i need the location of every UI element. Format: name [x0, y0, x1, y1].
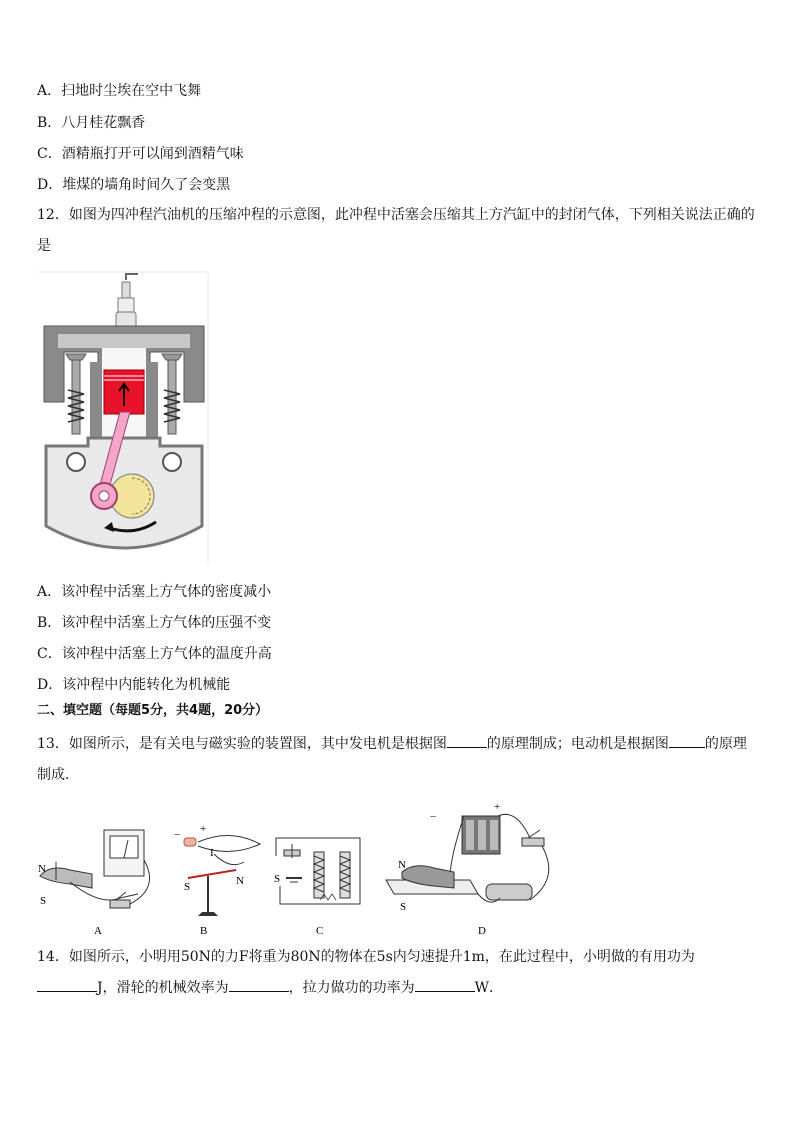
- q11-option-a: A．扫地时尘埃在空中飞舞: [37, 83, 202, 99]
- figure-b-plus: +: [200, 823, 207, 835]
- figure-c-switch-s: S: [274, 873, 281, 885]
- figure-b-oersted-setup: [174, 823, 260, 937]
- q11-option-b: B．八月桂花飘香: [37, 115, 146, 131]
- figure-d-pole-n: N: [398, 859, 406, 871]
- q13-stem-part3: 的原理制成．: [37, 736, 747, 783]
- figure-a-pole-s: S: [40, 895, 47, 907]
- figure-c-electromagnet-setup: [274, 838, 360, 937]
- q14-blank-useful-work[interactable]: [37, 977, 97, 992]
- q12-stem: 12．如图为四冲程汽油机的压缩冲程的示意图，此冲程中活塞会压缩其上方汽缸中的封闭气体，下列相关说法正确的是: [37, 207, 755, 254]
- q14-unit-1: J，滑轮的机械效率为: [97, 980, 229, 996]
- figure-b-pole-n: N: [236, 875, 244, 887]
- figure-a-label: A: [94, 925, 102, 937]
- figure-b-minus: −: [174, 829, 181, 841]
- q13-stem: [37, 729, 755, 791]
- figure-d-motor-setup: [386, 801, 549, 937]
- q14-unit-3: W．: [474, 980, 504, 996]
- figure-d-minus: −: [430, 811, 437, 823]
- section-2-heading: 二、填空题（每题5分，共4题，20分）: [37, 703, 269, 718]
- figure-a-pole-n: N: [38, 863, 46, 875]
- electromagnetism-figures: [30, 798, 560, 944]
- figure-a-generator-setup: [38, 830, 150, 937]
- q13-blank-generator[interactable]: [447, 733, 487, 748]
- figure-b-pole-s: S: [184, 881, 191, 893]
- figure-b-label: B: [200, 925, 208, 937]
- q12-option-d: D．该冲程中内能转化为机械能: [37, 677, 231, 693]
- q12-option-a: A．该冲程中活塞上方气体的密度减小: [37, 584, 272, 600]
- engine-compression-stroke-diagram: [38, 270, 210, 566]
- q14-stem: [37, 942, 755, 1004]
- figure-d-pole-s: S: [400, 901, 407, 913]
- figure-b-current: I: [210, 847, 214, 859]
- q12-option-b: B．该冲程中活塞上方气体的压强不变: [37, 615, 272, 631]
- q11-option-c: C．酒精瓶打开可以闻到酒精气味: [37, 146, 244, 162]
- figure-d-plus: +: [494, 801, 501, 813]
- figure-d-label: D: [478, 925, 486, 937]
- q13-stem-part2: 的原理制成；电动机是根据图: [486, 736, 669, 752]
- q14-blank-power[interactable]: [415, 977, 475, 992]
- q14-blank-efficiency[interactable]: [229, 977, 289, 992]
- q14-mid: ，拉力做功的功率为: [288, 980, 415, 996]
- q14-stem-part1: 14．如图所示，小明用50N的力F将重为80N的物体在5s内匀速提升1m，在此过程中，小明做的有用功为: [37, 949, 695, 965]
- q13-blank-motor[interactable]: [669, 733, 705, 748]
- q12-option-c: C．该冲程中活塞上方气体的温度升高: [37, 646, 272, 662]
- figure-c-label: C: [316, 925, 324, 937]
- q11-option-d: D．堆煤的墙角时间久了会变黑: [37, 177, 231, 193]
- q13-stem-part1: 13．如图所示，是有关电与磁实验的装置图，其中发电机是根据图: [37, 736, 447, 752]
